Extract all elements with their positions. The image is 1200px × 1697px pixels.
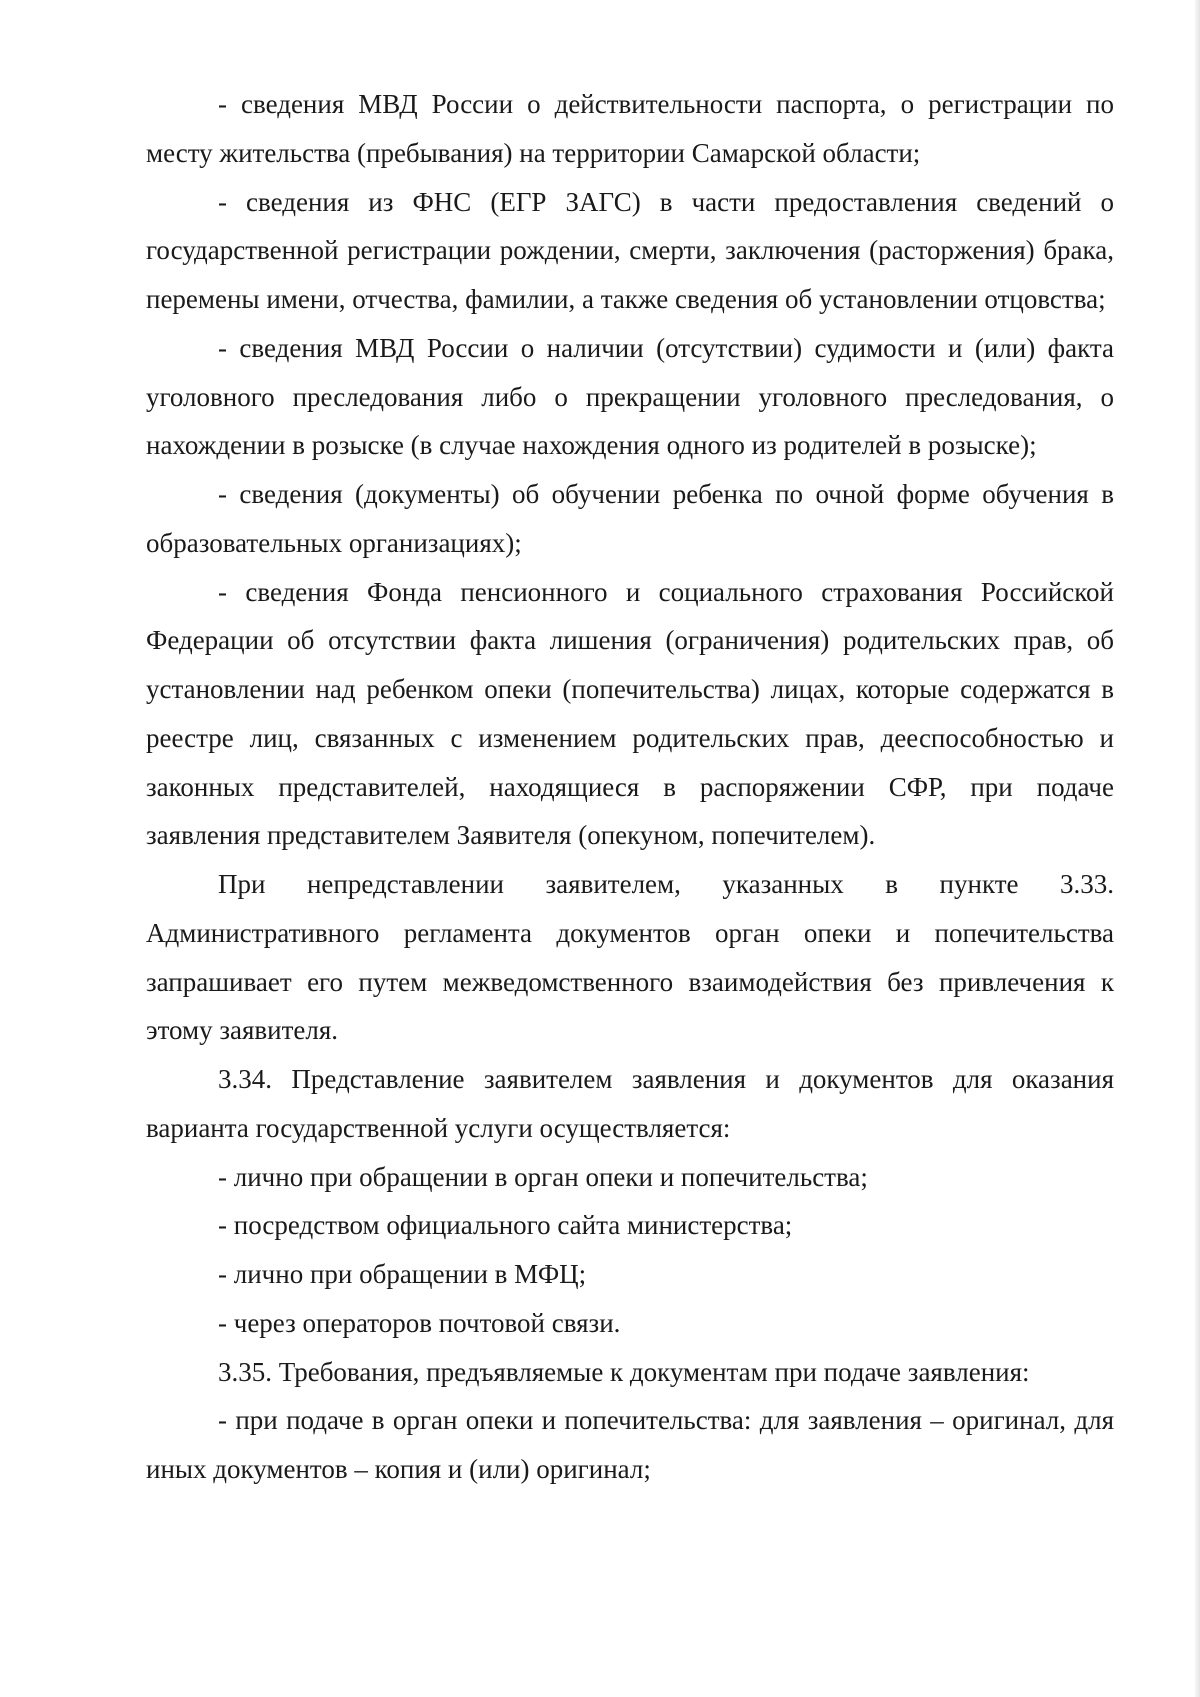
page-edge-shadow — [1194, 0, 1200, 1697]
paragraph-3-34: 3.34. Представление заявителем заявления и документов для оказания варианта государственной услуги осуществляется: — [146, 1064, 1114, 1143]
paragraph-fns-zags: - сведения из ФНС (ЕГР ЗАГС) в части предоставления сведений о государственной регистрации рождении, смерти, заключения (расторжения) брака, перемены имени, отчества, фамилии, а также сведения об установлении отцовства; — [146, 186, 1114, 314]
document-body — [146, 80, 1114, 1494]
paragraph-mvd-passport: - сведения МВД России о действительности паспорта, о регистрации по месту жительства (пребывания) на территории Самарской области; — [146, 89, 1114, 168]
paragraph-3-35: 3.35. Требования, предъявляемые к документам при подаче заявления: — [218, 1356, 1030, 1387]
paragraph-sfr: - сведения Фонда пенсионного и социального страхования Российской Федерации об отсутствии факта лишения (ограничения) родительских прав, об установлении над ребенком опеки (попечительства) лицах, которые содержатся в реестре лиц, связанных с изменением родительских прав, дееспособностью и законных представителей, находящиеся в распоряжении СФР, при подаче заявления представителем Заявителя (опекуном, попечителем). — [146, 576, 1114, 851]
paragraph-education: - сведения (документы) об обучении ребенка по очной форме обучения в образовательных организациях); — [146, 479, 1114, 558]
paragraph-interagency-request: При непредставлении заявителем, указанных в пункте 3.33. Административного регламента документов орган опеки и попечительства запрашивает его путем межведомственного взаимодействия без привлечения к этому заявителя. — [146, 869, 1114, 1046]
list-item-in-person-guardianship: - лично при обращении в орган опеки и попечительства; — [218, 1161, 868, 1192]
list-item-in-person-mfc: - лично при обращении в МФЦ; — [218, 1259, 587, 1289]
paragraph-mvd-criminal-record: - сведения МВД России о наличии (отсутствии) судимости и (или) факта уголовного преследования либо о прекращении уголовного преследования, о нахождении в розыске (в случае нахождения одного из родителей в розыске); — [146, 332, 1114, 461]
list-item-postal: - через операторов почтовой связи. — [218, 1307, 621, 1338]
paragraph-document-requirements: - при подаче в орган опеки и попечительства: для заявления – оригинал, для иных документов – копия и (или) оригинал; — [146, 1405, 1114, 1484]
list-item-official-website: - посредством официального сайта министерства; — [218, 1210, 793, 1241]
